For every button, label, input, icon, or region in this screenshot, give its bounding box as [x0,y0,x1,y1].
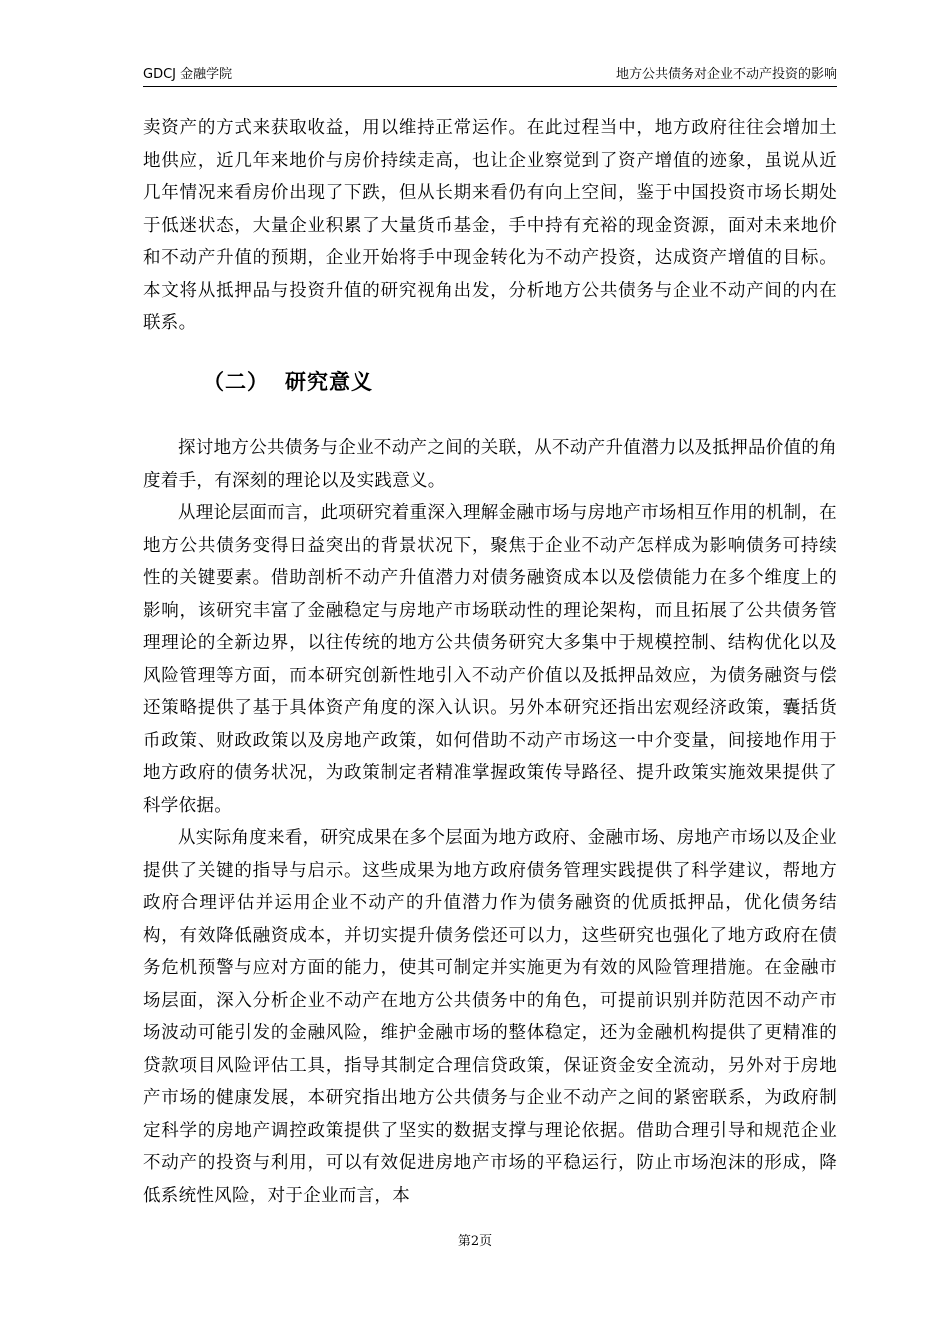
section-body [143,432,837,1212]
body-paragraph: 探讨地方公共债务与企业不动产之间的关联，从不动产升值潜力以及抵押品价值的角度着手，有深刻的理论以及实践意义。 [143,438,837,491]
page-number: 第2页 [457,1234,493,1249]
page-header [143,66,837,86]
section-number: （二） [203,370,269,394]
section-title: 研究意义 [285,370,373,394]
header-title: 地方公共债务对企业不动产投资的影响 [615,67,837,82]
intro-block [143,112,837,340]
body-paragraph: 从实际角度来看，研究成果在多个层面为地方政府、金融市场、房地产市场以及企业提供了关键的指导与启示。这些成果为地方政府债务管理实践提供了科学建议，帮地方政府合理评估并运用企业不动产的升值潜力作为债务融资的优质抵押品，优化债务结构，有效降低融资成本，并切实提升债务偿还可以力，这些研究也强化了地方政府在债务危机预警与应对方面的能力，使其可制定并实施更为有效的风险管理措施。在金融市场层面，深入分析企业不动产在地方公共债务中的角色，可提前识别并防范因不动产市场波动可能引发的金融风险，维护金融市场的整体稳定，还为金融机构提供了更精准的贷款项目风险评估工具，指导其制定合理信贷政策，保证资金安全流动，另外对于房地产市场的健康发展，本研究指出地方公共债务与企业不动产之间的紧密联系，为政府制定科学的房地产调控政策提供了坚实的数据支撑与理论依据。借助合理引导和规范企业不动产的投资与利用，可以有效促进房地产市场的平稳运行，防止市场泡沫的形成，降低系统性风险，对于企业而言，本 [143,828,837,1206]
intro-paragraph: 卖资产的方式来获取收益，用以维持正常运作。在此过程当中，地方政府往往会增加土地供应，近几年来地价与房价持续走高，也让企业察觉到了资产增值的迹象，虽说从近几年情况来看房价出现了下跌，但从长期来看仍有向上空间，鉴于中国投资市场长期处于低迷状态，大量企业积累了大量货币基金，手中持有充裕的现金资源，面对未来地价和不动产升值的预期，企业开始将手中现金转化为不动产投资，达成资产增值的目标。本文将从抵押品与投资升值的研究视角出发，分析地方公共债务与企业不动产间的内在联系。 [143,118,837,333]
body-paragraph: 从理论层面而言，此项研究着重深入理解金融市场与房地产市场相互作用的机制，在地方公共债务变得日益突出的背景状况下，聚焦于企业不动产怎样成为影响债务可持续性的关键要素。借助剖析不动产升值潜力对债务融资成本以及偿债能力在多个维度上的影响，该研究丰富了金融稳定与房地产市场联动性的理论架构，而且拓展了公共债务管理理论的全新边界，以往传统的地方公共债务研究大多集中于规模控制、结构优化以及风险管理等方面，而本研究创新性地引入不动产价值以及抵押品效应，为债务融资与偿还策略提供了基于具体资产角度的深入认识。另外本研究还指出宏观经济政策，囊括货币政策、财政政策以及房地产政策，如何借助不动产市场这一中介变量，间接地作用于地方政府的债务状况，为政策制定者精准掌握政策传导路径、提升政策实施效果提供了科学依据。 [143,503,837,816]
section-heading [203,367,373,397]
header-divider [143,86,837,87]
header-institution: GDCJ 金融学院 [143,67,233,82]
